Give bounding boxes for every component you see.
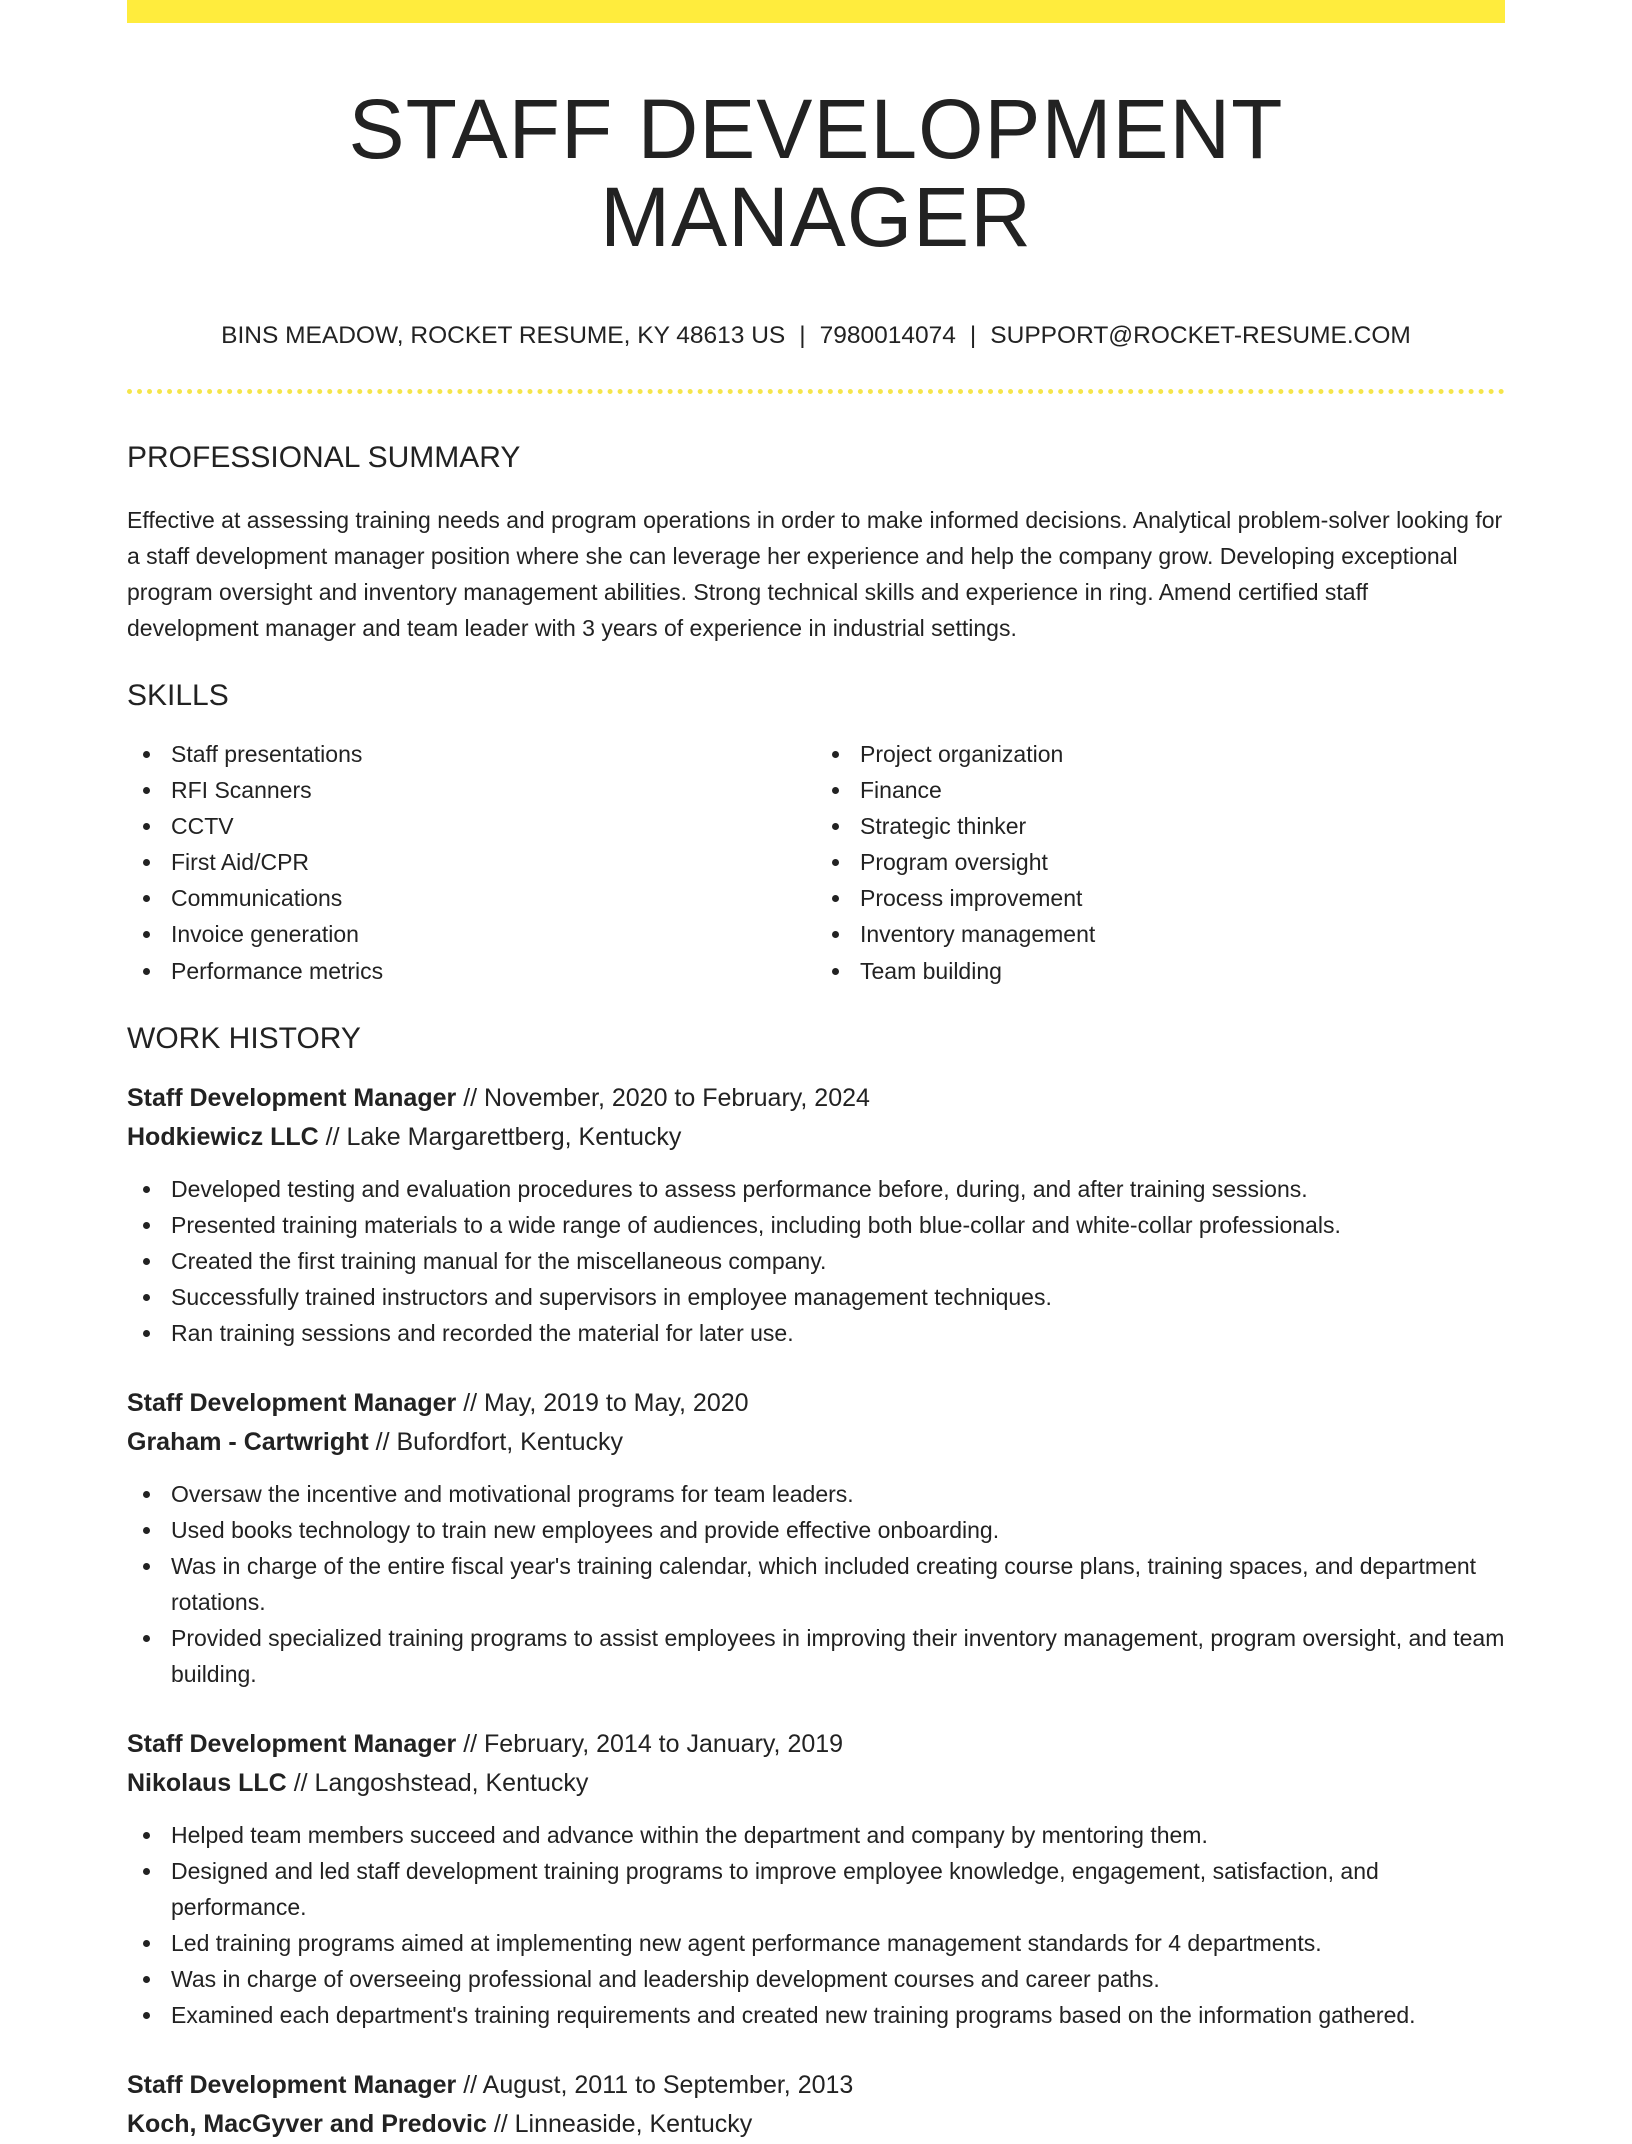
skills-list-left xyxy=(127,736,816,989)
skill-item: Finance xyxy=(816,772,1505,808)
job-bullets xyxy=(127,1476,1505,1692)
summary-heading: PROFESSIONAL SUMMARY xyxy=(127,440,521,474)
job-company: Nikolaus LLC xyxy=(127,1768,287,1797)
skills-list-right xyxy=(816,736,1505,989)
job-entry xyxy=(127,2066,1505,2144)
job-bullet: Was in charge of overseeing professional and leadership development courses and career paths. xyxy=(127,1961,1505,1997)
job-company-line xyxy=(127,1118,1505,1157)
job-role-line xyxy=(127,2066,1505,2105)
job-dates: // May, 2019 to May, 2020 xyxy=(463,1388,749,1417)
job-location: // Langoshstead, Kentucky xyxy=(293,1768,589,1797)
skills-heading: SKILLS xyxy=(127,678,229,712)
job-bullet: Created the first training manual for the miscellaneous company. xyxy=(127,1243,1505,1279)
skill-item: Program oversight xyxy=(816,844,1505,880)
work-history-heading: WORK HISTORY xyxy=(127,1021,361,1055)
skill-item: Process improvement xyxy=(816,880,1505,916)
job-dates: // February, 2014 to January, 2019 xyxy=(463,1729,844,1758)
job-role-line xyxy=(127,1079,1505,1118)
job-entry xyxy=(127,1384,1505,1692)
skill-item: CCTV xyxy=(127,808,816,844)
skill-item: Performance metrics xyxy=(127,953,816,989)
job-company-line xyxy=(127,1764,1505,1803)
skill-item: First Aid/CPR xyxy=(127,844,816,880)
job-role-line xyxy=(127,1384,1505,1423)
contact-email: SUPPORT@ROCKET-RESUME.COM xyxy=(990,322,1411,350)
job-entry xyxy=(127,1079,1505,1351)
skill-item: Communications xyxy=(127,880,816,916)
resume-title: STAFF DEVELOPMENT MANAGER xyxy=(348,82,1284,265)
job-bullet: Successfully trained instructors and supervisors in employee management techniques. xyxy=(127,1279,1505,1315)
summary-text: Effective at assessing training needs and program operations in order to make informed decisions. Analytical problem-solver looking for a staff development manager position where she can leverage her experience and help the company grow. Developing exceptional program oversight and inventory management abilities. Strong technical skills and experience in ring. Amend certified staff development manager and team leader with 3 years of experience in industrial settings. xyxy=(127,506,1503,641)
job-bullet: Designed and led staff development training programs to improve employee knowledge, engagement, satisfaction, and performance. xyxy=(127,1853,1505,1925)
job-bullet: Provided specialized training programs to assist employees in improving their inventory management, program oversight, and team building. xyxy=(127,1620,1505,1692)
job-dates: // August, 2011 to September, 2013 xyxy=(463,2070,854,2099)
job-location: // Lake Margarettberg, Kentucky xyxy=(325,1122,682,1151)
job-role: Staff Development Manager xyxy=(127,1083,457,1112)
skill-item: RFI Scanners xyxy=(127,772,816,808)
job-dates: // November, 2020 to February, 2024 xyxy=(463,1083,870,1112)
job-bullet: Developed testing and evaluation procedures to assess performance before, during, and after training sessions. xyxy=(127,1171,1505,1207)
job-bullet: Led training programs aimed at implementing new agent performance management standards for 4 departments. xyxy=(127,1925,1505,1961)
job-bullet: Ran training sessions and recorded the material for later use. xyxy=(127,1315,1505,1351)
job-company-line xyxy=(127,1423,1505,1462)
job-bullet: Helped team members succeed and advance within the department and company by mentoring them. xyxy=(127,1817,1505,1853)
job-bullet: Oversaw the incentive and motivational programs for team leaders. xyxy=(127,1476,1505,1512)
job-bullets xyxy=(127,1817,1505,2033)
job-company: Koch, MacGyver and Predovic xyxy=(127,2109,487,2138)
job-role: Staff Development Manager xyxy=(127,1729,457,1758)
job-entry xyxy=(127,1725,1505,2033)
job-role: Staff Development Manager xyxy=(127,1388,457,1417)
skills-columns xyxy=(127,736,1505,989)
skill-item: Project organization xyxy=(816,736,1505,772)
job-bullet: Was in charge of the entire fiscal year's training calendar, which included creating course plans, training spaces, and department rotations. xyxy=(127,1548,1505,1620)
contact-separator: | xyxy=(969,322,977,350)
resume-page xyxy=(127,0,1505,2144)
contact-line xyxy=(127,321,1505,350)
skill-item: Strategic thinker xyxy=(816,808,1505,844)
skill-item: Staff presentations xyxy=(127,736,816,772)
job-company-line xyxy=(127,2105,1505,2144)
dotted-divider xyxy=(127,389,1505,394)
job-role-line xyxy=(127,1725,1505,1764)
accent-bar xyxy=(127,0,1505,23)
job-company: Graham - Cartwright xyxy=(127,1427,369,1456)
skill-item: Team building xyxy=(816,953,1505,989)
job-bullet: Examined each department's training requirements and created new training programs based on the information gathered. xyxy=(127,1997,1505,2033)
contact-address: BINS MEADOW, ROCKET RESUME, KY 48613 US xyxy=(221,322,786,350)
job-location: // Bufordfort, Kentucky xyxy=(375,1427,623,1456)
job-role: Staff Development Manager xyxy=(127,2070,457,2099)
skill-item: Inventory management xyxy=(816,916,1505,952)
job-bullet: Presented training materials to a wide range of audiences, including both blue-collar and white-collar professionals. xyxy=(127,1207,1505,1243)
job-bullets xyxy=(127,1171,1505,1351)
job-company: Hodkiewicz LLC xyxy=(127,1122,319,1151)
job-location: // Linneaside, Kentucky xyxy=(493,2109,753,2138)
contact-phone: 7980014074 xyxy=(819,322,956,350)
contact-separator: | xyxy=(799,322,806,350)
skill-item: Invoice generation xyxy=(127,916,816,952)
job-bullet: Used books technology to train new employees and provide effective onboarding. xyxy=(127,1512,1505,1548)
